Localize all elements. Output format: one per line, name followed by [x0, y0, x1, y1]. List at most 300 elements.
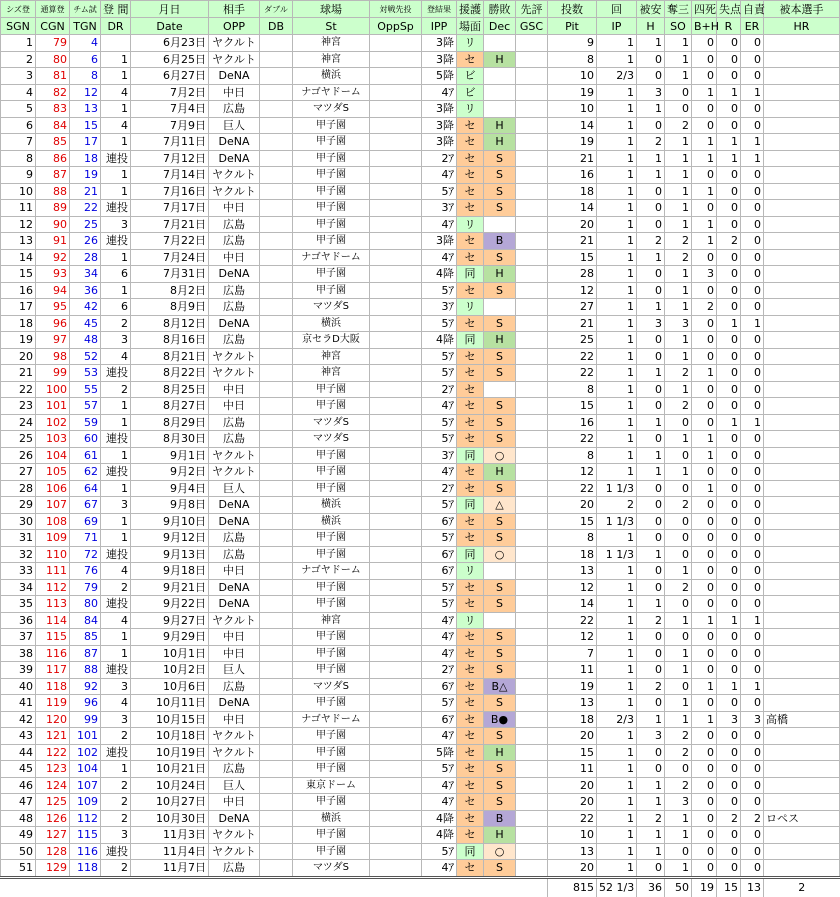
home-run-batter: [764, 348, 840, 365]
hits-allowed: 1: [637, 249, 665, 266]
situation: セ: [457, 150, 484, 167]
decision: S: [484, 579, 516, 596]
season-game-number: 4: [1, 84, 36, 101]
stadium: 甲子園: [293, 233, 370, 250]
career-game-number: 96: [36, 315, 70, 332]
game-date: 9月29日: [131, 629, 209, 646]
inning-entered: 4ｱ: [422, 645, 457, 662]
game-date: 9月10日: [131, 513, 209, 530]
doubleheader: [260, 315, 293, 332]
team-game-number: 22: [70, 200, 101, 217]
header-en-cell: TGN: [70, 18, 101, 35]
stadium: 甲子園: [293, 843, 370, 860]
runs: 0: [717, 728, 741, 745]
innings-pitched: 1: [597, 200, 637, 217]
opponent: ヤクルト: [209, 728, 260, 745]
pitches: 12: [548, 629, 597, 646]
opposing-starter: [370, 546, 422, 563]
table-row: [1, 200, 840, 217]
situation: セ: [457, 431, 484, 448]
home-run-batter: [764, 761, 840, 778]
situation: セ: [457, 678, 484, 695]
game-score: [516, 728, 548, 745]
home-run-batter: [764, 662, 840, 679]
stadium: 神宮: [293, 365, 370, 382]
days-rest: 連投: [101, 546, 131, 563]
runs: 1: [717, 150, 741, 167]
hits-allowed: 2: [637, 134, 665, 151]
game-score: [516, 150, 548, 167]
situation: セ: [457, 794, 484, 811]
strikeouts: 0: [665, 414, 692, 431]
walks-hbp: 3: [692, 266, 717, 283]
walks-hbp: 1: [692, 134, 717, 151]
season-game-number: 35: [1, 596, 36, 613]
season-game-number: 5: [1, 101, 36, 118]
table-row: [1, 101, 840, 118]
table-row: [1, 167, 840, 184]
runs: 0: [717, 744, 741, 761]
table-row: [1, 282, 840, 299]
home-run-batter: [764, 629, 840, 646]
pitches: 15: [548, 398, 597, 415]
doubleheader: [260, 183, 293, 200]
doubleheader: [260, 579, 293, 596]
strikeouts: 1: [665, 332, 692, 349]
situation: セ: [457, 579, 484, 596]
game-score: [516, 216, 548, 233]
doubleheader: [260, 612, 293, 629]
home-run-batter: [764, 827, 840, 844]
game-date: 9月1日: [131, 447, 209, 464]
days-rest: 3: [101, 497, 131, 514]
decision: S: [484, 530, 516, 547]
header-en-cell: IPP: [422, 18, 457, 35]
runs: 0: [717, 645, 741, 662]
opponent: 広島: [209, 101, 260, 118]
inning-entered: 4降: [422, 827, 457, 844]
game-date: 11月7日: [131, 860, 209, 878]
stadium: 横浜: [293, 497, 370, 514]
season-game-number: 30: [1, 513, 36, 530]
inning-entered: 4ｱ: [422, 167, 457, 184]
home-run-batter: [764, 612, 840, 629]
pitches: 7: [548, 645, 597, 662]
innings-pitched: 1: [597, 794, 637, 811]
walks-hbp: 0: [692, 860, 717, 878]
walks-hbp: 1: [692, 216, 717, 233]
team-game-number: 8: [70, 68, 101, 85]
inning-entered: 4降: [422, 810, 457, 827]
doubleheader: [260, 216, 293, 233]
walks-hbp: 0: [692, 117, 717, 134]
season-game-number: 9: [1, 167, 36, 184]
strikeouts: 0: [665, 596, 692, 613]
inning-entered: 5ｱ: [422, 579, 457, 596]
opposing-starter: [370, 183, 422, 200]
decision: B: [484, 810, 516, 827]
team-game-number: 34: [70, 266, 101, 283]
situation: セ: [457, 464, 484, 481]
game-score: [516, 183, 548, 200]
runs: 0: [717, 546, 741, 563]
career-game-number: 118: [36, 678, 70, 695]
stadium: 横浜: [293, 810, 370, 827]
days-rest: 連投: [101, 843, 131, 860]
runs: 0: [717, 117, 741, 134]
inning-entered: 3降: [422, 117, 457, 134]
walks-hbp: 0: [692, 513, 717, 530]
situation: セ: [457, 282, 484, 299]
runs: 0: [717, 827, 741, 844]
doubleheader: [260, 794, 293, 811]
walks-hbp: 0: [692, 35, 717, 52]
stadium: 甲子園: [293, 530, 370, 547]
earned-runs: 0: [741, 777, 764, 794]
header-jp-cell: シズ登: [1, 1, 36, 18]
season-game-number: 21: [1, 365, 36, 382]
opposing-starter: [370, 530, 422, 547]
home-run-batter: [764, 645, 840, 662]
innings-pitched: 1: [597, 431, 637, 448]
decision: S: [484, 728, 516, 745]
table-row: [1, 266, 840, 283]
days-rest: 1: [101, 530, 131, 547]
opponent: 中日: [209, 84, 260, 101]
home-run-batter: [764, 101, 840, 118]
game-date: 9月21日: [131, 579, 209, 596]
days-rest: 連投: [101, 596, 131, 613]
table-row: [1, 315, 840, 332]
hits-allowed: 0: [637, 266, 665, 283]
pitches: 12: [548, 464, 597, 481]
pitches: 8: [548, 447, 597, 464]
season-game-number: 32: [1, 546, 36, 563]
runs: 0: [717, 596, 741, 613]
earned-runs: 0: [741, 695, 764, 712]
stadium: 甲子園: [293, 629, 370, 646]
decision: S: [484, 414, 516, 431]
days-rest: 1: [101, 398, 131, 415]
table-row: [1, 810, 840, 827]
inning-entered: 2ｱ: [422, 381, 457, 398]
decision: △: [484, 497, 516, 514]
strikeouts: 1: [665, 134, 692, 151]
table-row: [1, 348, 840, 365]
career-game-number: 114: [36, 612, 70, 629]
runs: 3: [717, 711, 741, 728]
opposing-starter: [370, 348, 422, 365]
opposing-starter: [370, 315, 422, 332]
total-hits: 36: [637, 877, 665, 897]
strikeouts: 1: [665, 645, 692, 662]
doubleheader: [260, 68, 293, 85]
earned-runs: 0: [741, 381, 764, 398]
opposing-starter: [370, 332, 422, 349]
hits-allowed: 1: [637, 777, 665, 794]
opponent: DeNA: [209, 513, 260, 530]
days-rest: 3: [101, 216, 131, 233]
team-game-number: 6: [70, 51, 101, 68]
team-game-number: 118: [70, 860, 101, 878]
table-row: [1, 150, 840, 167]
opposing-starter: [370, 563, 422, 580]
hits-allowed: 0: [637, 695, 665, 712]
game-date: 7月14日: [131, 167, 209, 184]
situation: セ: [457, 711, 484, 728]
days-rest: [101, 35, 131, 52]
inning-entered: 4ｱ: [422, 464, 457, 481]
table-row: [1, 860, 840, 878]
team-game-number: 45: [70, 315, 101, 332]
innings-pitched: 1 1/3: [597, 513, 637, 530]
team-game-number: 109: [70, 794, 101, 811]
opposing-starter: [370, 134, 422, 151]
hits-allowed: 1: [637, 711, 665, 728]
career-game-number: 112: [36, 579, 70, 596]
hits-allowed: 2: [637, 612, 665, 629]
total-innings: 52 1/3: [597, 877, 637, 897]
runs: 1: [717, 315, 741, 332]
strikeouts: 0: [665, 513, 692, 530]
opponent: ヤクルト: [209, 464, 260, 481]
days-rest: 2: [101, 794, 131, 811]
opposing-starter: [370, 365, 422, 382]
decision: S: [484, 761, 516, 778]
home-run-batter: [764, 546, 840, 563]
game-date: 6月23日: [131, 35, 209, 52]
career-game-number: 103: [36, 431, 70, 448]
runs: 0: [717, 530, 741, 547]
home-run-batter: [764, 678, 840, 695]
days-rest: 1: [101, 513, 131, 530]
career-game-number: 107: [36, 497, 70, 514]
opposing-starter: [370, 216, 422, 233]
home-run-batter: ロペス: [764, 810, 840, 827]
doubleheader: [260, 414, 293, 431]
game-score: [516, 117, 548, 134]
team-game-number: 96: [70, 695, 101, 712]
days-rest: 連投: [101, 662, 131, 679]
header-jp-cell: 被安: [637, 1, 665, 18]
opponent: DeNA: [209, 266, 260, 283]
opponent: ヤクルト: [209, 744, 260, 761]
career-game-number: 101: [36, 398, 70, 415]
runs: 1: [717, 414, 741, 431]
home-run-batter: [764, 530, 840, 547]
strikeouts: 2: [665, 365, 692, 382]
walks-hbp: 0: [692, 794, 717, 811]
header-en-cell: Date: [131, 18, 209, 35]
game-score: [516, 398, 548, 415]
team-game-number: 79: [70, 579, 101, 596]
team-game-number: 57: [70, 398, 101, 415]
earned-runs: 1: [741, 315, 764, 332]
pitches: 28: [548, 266, 597, 283]
runs: 0: [717, 249, 741, 266]
game-score: [516, 645, 548, 662]
table-row: [1, 216, 840, 233]
game-date: 10月24日: [131, 777, 209, 794]
game-date: 9月22日: [131, 596, 209, 613]
inning-entered: 3降: [422, 101, 457, 118]
doubleheader: [260, 546, 293, 563]
pitches: 10: [548, 101, 597, 118]
situation: リ: [457, 216, 484, 233]
season-game-number: 43: [1, 728, 36, 745]
hits-allowed: 1: [637, 365, 665, 382]
opposing-starter: [370, 200, 422, 217]
pitches: 11: [548, 761, 597, 778]
earned-runs: 0: [741, 480, 764, 497]
doubleheader: [260, 233, 293, 250]
hits-allowed: 0: [637, 117, 665, 134]
pitches: 15: [548, 513, 597, 530]
team-game-number: 76: [70, 563, 101, 580]
season-game-number: 50: [1, 843, 36, 860]
table-row: [1, 117, 840, 134]
game-date: 7月12日: [131, 150, 209, 167]
strikeouts: 0: [665, 761, 692, 778]
header-en-cell: OppSp: [370, 18, 422, 35]
inning-entered: 3ｱ: [422, 200, 457, 217]
game-date: 8月21日: [131, 348, 209, 365]
opposing-starter: [370, 596, 422, 613]
hits-allowed: 2: [637, 678, 665, 695]
career-game-number: 121: [36, 728, 70, 745]
pitches: 18: [548, 711, 597, 728]
opponent: ヤクルト: [209, 447, 260, 464]
stadium: 甲子園: [293, 728, 370, 745]
stadium: 甲子園: [293, 447, 370, 464]
innings-pitched: 1: [597, 282, 637, 299]
earned-runs: 0: [741, 398, 764, 415]
strikeouts: 2: [665, 579, 692, 596]
game-score: [516, 348, 548, 365]
strikeouts: 2: [665, 233, 692, 250]
career-game-number: 99: [36, 365, 70, 382]
game-score: [516, 282, 548, 299]
inning-entered: 4ｱ: [422, 398, 457, 415]
stadium: 甲子園: [293, 216, 370, 233]
innings-pitched: 1: [597, 695, 637, 712]
earned-runs: 0: [741, 431, 764, 448]
inning-entered: 3ｱ: [422, 447, 457, 464]
opponent: DeNA: [209, 579, 260, 596]
days-rest: 6: [101, 299, 131, 316]
decision: S: [484, 480, 516, 497]
game-date: 7月2日: [131, 84, 209, 101]
season-game-number: 46: [1, 777, 36, 794]
earned-runs: 1: [741, 612, 764, 629]
situation: セ: [457, 777, 484, 794]
opponent: DeNA: [209, 150, 260, 167]
walks-hbp: 0: [692, 497, 717, 514]
innings-pitched: 1: [597, 530, 637, 547]
game-date: 6月25日: [131, 51, 209, 68]
days-rest: 連投: [101, 150, 131, 167]
career-game-number: 86: [36, 150, 70, 167]
situation: セ: [457, 167, 484, 184]
career-game-number: 128: [36, 843, 70, 860]
hits-allowed: 1: [637, 101, 665, 118]
game-score: [516, 447, 548, 464]
home-run-batter: [764, 480, 840, 497]
situation: セ: [457, 530, 484, 547]
stadium: 甲子園: [293, 167, 370, 184]
runs: 0: [717, 282, 741, 299]
season-game-number: 37: [1, 629, 36, 646]
header-en-cell: HR: [764, 18, 840, 35]
season-game-number: 34: [1, 579, 36, 596]
opponent: 広島: [209, 216, 260, 233]
season-game-number: 7: [1, 134, 36, 151]
walks-hbp: 0: [692, 629, 717, 646]
career-game-number: 127: [36, 827, 70, 844]
home-run-batter: [764, 200, 840, 217]
inning-entered: 5ｱ: [422, 843, 457, 860]
runs: 0: [717, 761, 741, 778]
walks-hbp: 0: [692, 348, 717, 365]
pitches: 19: [548, 84, 597, 101]
season-game-number: 13: [1, 233, 36, 250]
decision: H: [484, 134, 516, 151]
hits-allowed: 0: [637, 282, 665, 299]
game-score: [516, 860, 548, 878]
days-rest: 4: [101, 612, 131, 629]
team-game-number: 88: [70, 662, 101, 679]
doubleheader: [260, 744, 293, 761]
home-run-batter: [764, 365, 840, 382]
home-run-batter: [764, 843, 840, 860]
doubleheader: [260, 266, 293, 283]
opposing-starter: [370, 711, 422, 728]
inning-entered: 5ｱ: [422, 596, 457, 613]
table-row: [1, 513, 840, 530]
hits-allowed: 0: [637, 744, 665, 761]
strikeouts: 1: [665, 563, 692, 580]
situation: リ: [457, 101, 484, 118]
career-game-number: 110: [36, 546, 70, 563]
earned-runs: 0: [741, 447, 764, 464]
innings-pitched: 1: [597, 414, 637, 431]
season-game-number: 47: [1, 794, 36, 811]
game-date: 11月3日: [131, 827, 209, 844]
team-game-number: 17: [70, 134, 101, 151]
opposing-starter: [370, 68, 422, 85]
pitches: 12: [548, 579, 597, 596]
doubleheader: [260, 843, 293, 860]
table-row: [1, 497, 840, 514]
decision: [484, 216, 516, 233]
walks-hbp: 0: [692, 414, 717, 431]
game-date: 7月9日: [131, 117, 209, 134]
stadium: 甲子園: [293, 695, 370, 712]
home-run-batter: [764, 860, 840, 878]
opponent: ヤクルト: [209, 348, 260, 365]
decision: [484, 35, 516, 52]
header-jp-cell: 通算登: [36, 1, 70, 18]
team-game-number: 64: [70, 480, 101, 497]
innings-pitched: 1 1/3: [597, 480, 637, 497]
total-walks: 19: [692, 877, 717, 897]
season-game-number: 27: [1, 464, 36, 481]
stadium: マツダS: [293, 414, 370, 431]
hits-allowed: 1: [637, 464, 665, 481]
career-game-number: 90: [36, 216, 70, 233]
pitches: 19: [548, 134, 597, 151]
earned-runs: 0: [741, 117, 764, 134]
